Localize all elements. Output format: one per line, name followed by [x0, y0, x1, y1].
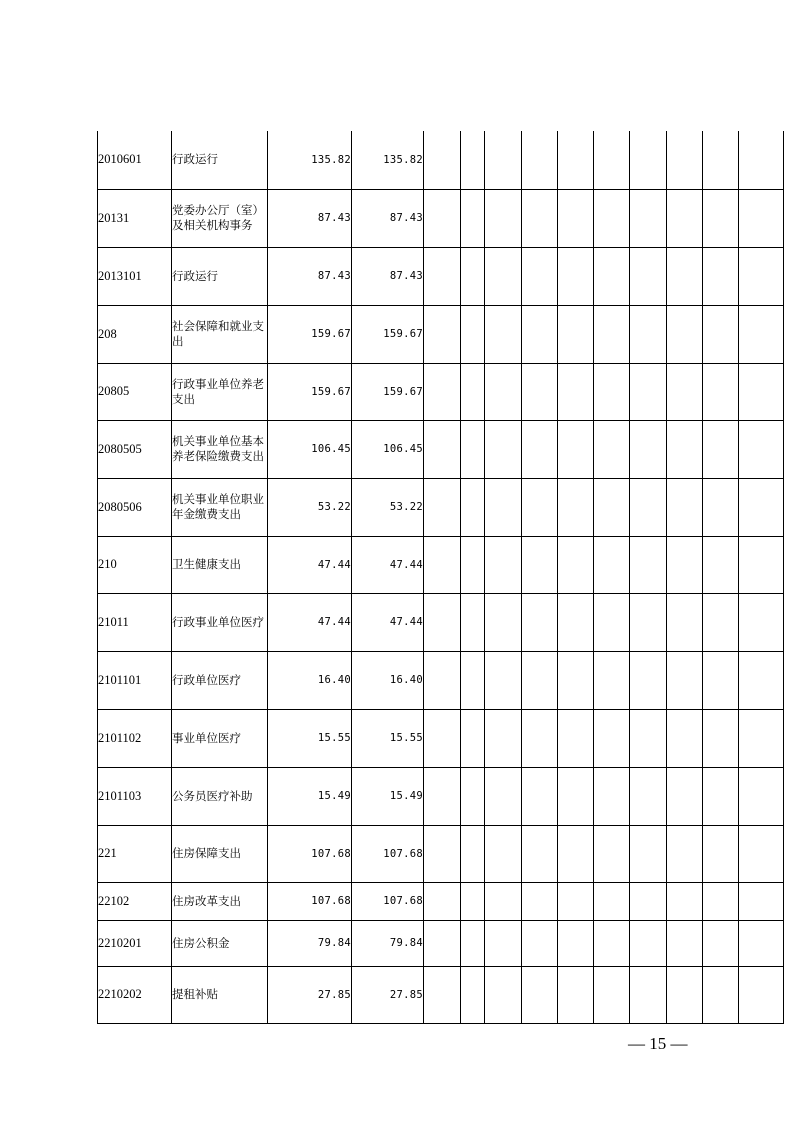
total-amount: 47.44	[268, 536, 352, 593]
empty-cell	[485, 651, 522, 709]
empty-cell	[630, 189, 667, 247]
empty-cell	[594, 709, 630, 767]
table-row	[98, 420, 784, 478]
page-number: — 15 —	[628, 1034, 688, 1053]
empty-cell	[558, 363, 594, 420]
empty-cell	[739, 651, 784, 709]
empty-cell	[703, 882, 739, 920]
basic-amount: 16.40	[352, 651, 424, 709]
empty-cell	[667, 966, 703, 1023]
empty-cell	[485, 305, 522, 363]
empty-cell	[667, 593, 703, 651]
total-amount: 47.44	[268, 593, 352, 651]
empty-cell	[630, 593, 667, 651]
empty-cell	[703, 247, 739, 305]
item-code: 2010601	[98, 131, 172, 189]
empty-cell	[485, 536, 522, 593]
empty-cell	[424, 882, 461, 920]
empty-cell	[739, 305, 784, 363]
empty-cell	[630, 420, 667, 478]
empty-cell	[630, 363, 667, 420]
table-row	[98, 247, 784, 305]
empty-cell	[424, 966, 461, 1023]
empty-cell	[594, 131, 630, 189]
empty-cell	[558, 651, 594, 709]
empty-cell	[630, 825, 667, 882]
item-code: 22102	[98, 882, 172, 920]
empty-cell	[703, 966, 739, 1023]
empty-cell	[558, 305, 594, 363]
empty-cell	[630, 709, 667, 767]
empty-cell	[630, 536, 667, 593]
empty-cell	[667, 189, 703, 247]
empty-cell	[485, 966, 522, 1023]
table-row	[98, 767, 784, 825]
empty-cell	[703, 651, 739, 709]
total-amount: 15.55	[268, 709, 352, 767]
empty-cell	[630, 882, 667, 920]
empty-cell	[739, 825, 784, 882]
table-row	[98, 536, 784, 593]
item-name: 行政事业单位养老支出	[172, 363, 268, 420]
empty-cell	[522, 593, 558, 651]
empty-cell	[594, 478, 630, 536]
expenditure-table	[97, 131, 784, 1024]
empty-cell	[522, 189, 558, 247]
empty-cell	[594, 363, 630, 420]
basic-amount: 159.67	[352, 363, 424, 420]
empty-cell	[424, 920, 461, 966]
table-row	[98, 363, 784, 420]
empty-cell	[558, 882, 594, 920]
empty-cell	[667, 363, 703, 420]
total-amount: 135.82	[268, 131, 352, 189]
empty-cell	[667, 882, 703, 920]
empty-cell	[739, 363, 784, 420]
empty-cell	[461, 767, 485, 825]
table-row	[98, 966, 784, 1023]
item-code: 2013101	[98, 247, 172, 305]
empty-cell	[485, 709, 522, 767]
empty-cell	[522, 478, 558, 536]
basic-amount: 47.44	[352, 593, 424, 651]
empty-cell	[703, 536, 739, 593]
basic-amount: 87.43	[352, 247, 424, 305]
empty-cell	[558, 920, 594, 966]
table-row	[98, 882, 784, 920]
empty-cell	[630, 131, 667, 189]
empty-cell	[558, 131, 594, 189]
empty-cell	[485, 767, 522, 825]
empty-cell	[594, 767, 630, 825]
empty-cell	[558, 966, 594, 1023]
empty-cell	[703, 131, 739, 189]
basic-amount: 106.45	[352, 420, 424, 478]
empty-cell	[558, 825, 594, 882]
item-code: 2080506	[98, 478, 172, 536]
empty-cell	[424, 825, 461, 882]
empty-cell	[594, 189, 630, 247]
empty-cell	[739, 478, 784, 536]
item-code: 2101101	[98, 651, 172, 709]
empty-cell	[461, 247, 485, 305]
empty-cell	[667, 536, 703, 593]
empty-cell	[703, 189, 739, 247]
empty-cell	[558, 420, 594, 478]
empty-cell	[739, 966, 784, 1023]
empty-cell	[461, 966, 485, 1023]
empty-cell	[461, 593, 485, 651]
empty-cell	[461, 825, 485, 882]
empty-cell	[630, 478, 667, 536]
empty-cell	[461, 189, 485, 247]
item-code: 208	[98, 305, 172, 363]
table-row	[98, 478, 784, 536]
empty-cell	[739, 709, 784, 767]
empty-cell	[630, 920, 667, 966]
empty-cell	[558, 767, 594, 825]
empty-cell	[739, 767, 784, 825]
empty-cell	[739, 882, 784, 920]
empty-cell	[594, 920, 630, 966]
table-row	[98, 131, 784, 189]
empty-cell	[630, 767, 667, 825]
item-name: 卫生健康支出	[172, 536, 268, 593]
empty-cell	[424, 305, 461, 363]
empty-cell	[461, 305, 485, 363]
table-row	[98, 593, 784, 651]
total-amount: 79.84	[268, 920, 352, 966]
empty-cell	[522, 363, 558, 420]
empty-cell	[424, 363, 461, 420]
empty-cell	[485, 920, 522, 966]
empty-cell	[485, 189, 522, 247]
basic-amount: 159.67	[352, 305, 424, 363]
empty-cell	[703, 593, 739, 651]
basic-amount: 15.49	[352, 767, 424, 825]
total-amount: 107.68	[268, 825, 352, 882]
item-code: 2210201	[98, 920, 172, 966]
item-name: 行政事业单位医疗	[172, 593, 268, 651]
empty-cell	[667, 920, 703, 966]
empty-cell	[667, 247, 703, 305]
item-code: 2101103	[98, 767, 172, 825]
empty-cell	[739, 247, 784, 305]
empty-cell	[522, 131, 558, 189]
total-amount: 159.67	[268, 305, 352, 363]
basic-amount: 87.43	[352, 189, 424, 247]
empty-cell	[667, 305, 703, 363]
total-amount: 159.67	[268, 363, 352, 420]
empty-cell	[703, 825, 739, 882]
empty-cell	[594, 536, 630, 593]
empty-cell	[594, 420, 630, 478]
empty-cell	[522, 247, 558, 305]
table-row	[98, 189, 784, 247]
empty-cell	[703, 420, 739, 478]
empty-cell	[424, 593, 461, 651]
empty-cell	[739, 920, 784, 966]
table-row	[98, 825, 784, 882]
item-name: 公务员医疗补助	[172, 767, 268, 825]
empty-cell	[461, 420, 485, 478]
empty-cell	[739, 131, 784, 189]
empty-cell	[522, 536, 558, 593]
empty-cell	[522, 966, 558, 1023]
empty-cell	[522, 420, 558, 478]
empty-cell	[485, 131, 522, 189]
empty-cell	[424, 709, 461, 767]
total-amount: 15.49	[268, 767, 352, 825]
empty-cell	[522, 709, 558, 767]
empty-cell	[739, 536, 784, 593]
table-body	[98, 131, 784, 1023]
empty-cell	[667, 767, 703, 825]
basic-amount: 107.68	[352, 882, 424, 920]
empty-cell	[703, 363, 739, 420]
empty-cell	[558, 536, 594, 593]
table-row	[98, 651, 784, 709]
empty-cell	[461, 920, 485, 966]
empty-cell	[703, 709, 739, 767]
empty-cell	[739, 189, 784, 247]
empty-cell	[522, 305, 558, 363]
item-code: 210	[98, 536, 172, 593]
item-code: 2101102	[98, 709, 172, 767]
total-amount: 107.68	[268, 882, 352, 920]
item-code: 20131	[98, 189, 172, 247]
item-name: 住房改革支出	[172, 882, 268, 920]
empty-cell	[594, 305, 630, 363]
total-amount: 53.22	[268, 478, 352, 536]
empty-cell	[739, 420, 784, 478]
basic-amount: 15.55	[352, 709, 424, 767]
empty-cell	[522, 767, 558, 825]
empty-cell	[522, 920, 558, 966]
empty-cell	[461, 478, 485, 536]
empty-cell	[424, 651, 461, 709]
empty-cell	[558, 478, 594, 536]
empty-cell	[558, 709, 594, 767]
empty-cell	[424, 189, 461, 247]
empty-cell	[485, 363, 522, 420]
empty-cell	[461, 709, 485, 767]
empty-cell	[667, 709, 703, 767]
empty-cell	[594, 651, 630, 709]
empty-cell	[594, 593, 630, 651]
empty-cell	[558, 189, 594, 247]
empty-cell	[630, 305, 667, 363]
empty-cell	[594, 882, 630, 920]
empty-cell	[667, 478, 703, 536]
empty-cell	[703, 767, 739, 825]
empty-cell	[424, 767, 461, 825]
item-name: 行政单位医疗	[172, 651, 268, 709]
item-code: 21011	[98, 593, 172, 651]
item-name: 提租补贴	[172, 966, 268, 1023]
empty-cell	[424, 478, 461, 536]
table-row	[98, 709, 784, 767]
empty-cell	[703, 920, 739, 966]
empty-cell	[424, 420, 461, 478]
empty-cell	[703, 305, 739, 363]
empty-cell	[522, 651, 558, 709]
basic-amount: 107.68	[352, 825, 424, 882]
empty-cell	[703, 478, 739, 536]
item-name: 事业单位医疗	[172, 709, 268, 767]
empty-cell	[630, 651, 667, 709]
basic-amount: 47.44	[352, 536, 424, 593]
total-amount: 87.43	[268, 247, 352, 305]
empty-cell	[667, 420, 703, 478]
item-name: 机关事业单位基本养老保险缴费支出	[172, 420, 268, 478]
item-name: 行政运行	[172, 131, 268, 189]
empty-cell	[594, 966, 630, 1023]
total-amount: 87.43	[268, 189, 352, 247]
empty-cell	[630, 247, 667, 305]
item-code: 2210202	[98, 966, 172, 1023]
item-code: 20805	[98, 363, 172, 420]
item-name: 住房保障支出	[172, 825, 268, 882]
empty-cell	[558, 247, 594, 305]
item-name: 机关事业单位职业年金缴费支出	[172, 478, 268, 536]
item-name: 住房公积金	[172, 920, 268, 966]
empty-cell	[461, 536, 485, 593]
item-name: 社会保障和就业支出	[172, 305, 268, 363]
empty-cell	[739, 593, 784, 651]
basic-amount: 135.82	[352, 131, 424, 189]
empty-cell	[594, 247, 630, 305]
empty-cell	[485, 593, 522, 651]
empty-cell	[630, 966, 667, 1023]
table-row	[98, 920, 784, 966]
empty-cell	[667, 131, 703, 189]
empty-cell	[667, 651, 703, 709]
empty-cell	[424, 247, 461, 305]
empty-cell	[461, 363, 485, 420]
total-amount: 106.45	[268, 420, 352, 478]
empty-cell	[485, 478, 522, 536]
empty-cell	[461, 651, 485, 709]
item-code: 2080505	[98, 420, 172, 478]
empty-cell	[461, 131, 485, 189]
empty-cell	[485, 825, 522, 882]
empty-cell	[522, 882, 558, 920]
total-amount: 27.85	[268, 966, 352, 1023]
basic-amount: 53.22	[352, 478, 424, 536]
empty-cell	[485, 420, 522, 478]
empty-cell	[424, 536, 461, 593]
item-name: 党委办公厅（室）及相关机构事务	[172, 189, 268, 247]
empty-cell	[522, 825, 558, 882]
total-amount: 16.40	[268, 651, 352, 709]
item-code: 221	[98, 825, 172, 882]
empty-cell	[461, 882, 485, 920]
empty-cell	[485, 247, 522, 305]
empty-cell	[485, 882, 522, 920]
empty-cell	[594, 825, 630, 882]
item-name: 行政运行	[172, 247, 268, 305]
empty-cell	[424, 131, 461, 189]
table-row	[98, 305, 784, 363]
empty-cell	[667, 825, 703, 882]
basic-amount: 79.84	[352, 920, 424, 966]
basic-amount: 27.85	[352, 966, 424, 1023]
empty-cell	[558, 593, 594, 651]
